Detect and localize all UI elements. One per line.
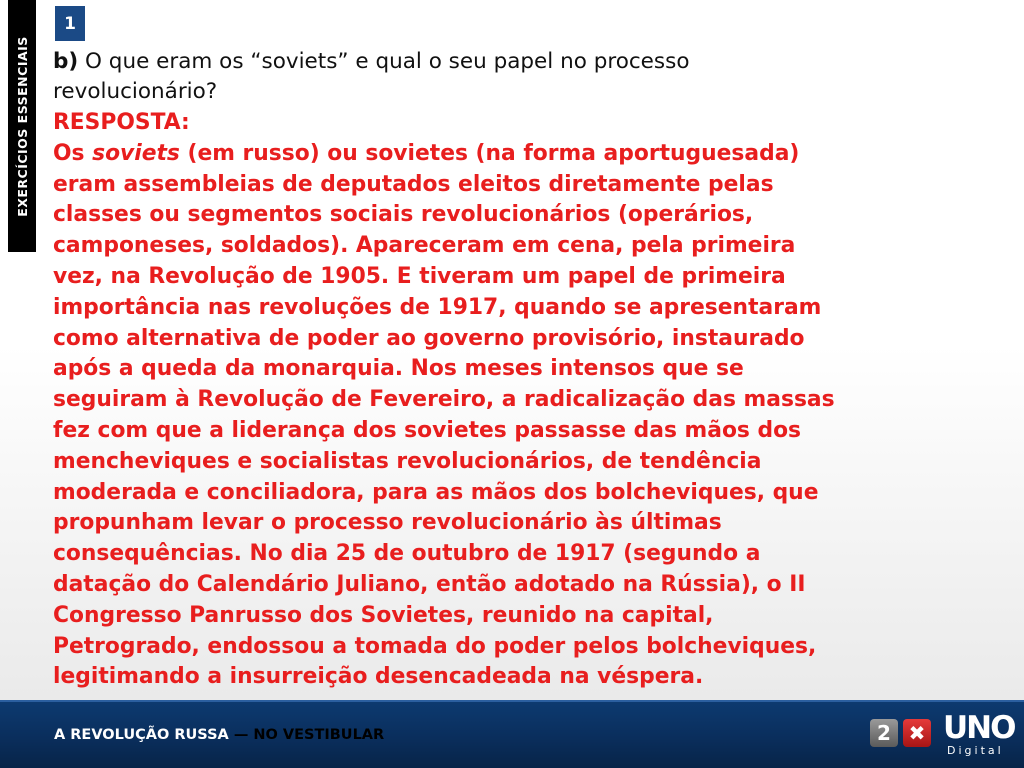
footer-title	[54, 727, 384, 743]
side-tab	[8, 0, 36, 252]
answer	[53, 108, 993, 693]
footer-dash: —	[228, 727, 254, 743]
question	[53, 47, 953, 107]
answer-line: fez com que a liderança dos sovietes passasse das mãos dos	[53, 417, 802, 443]
answer-line: propunham levar o processo revolucionário às últimas	[53, 510, 722, 536]
question-text-1: O que eram os “soviets” e qual o seu papel no processo	[78, 49, 690, 74]
answer-line: classes ou segmentos sociais revolucionários (operários,	[53, 202, 754, 228]
answer-line: como alternativa de poder ao governo provisório, instaurado	[53, 325, 805, 351]
answer-line-part: Os	[53, 140, 93, 166]
answer-line: seguiram à Revolução de Fevereiro, a radicalização das massas	[53, 387, 835, 413]
footer-title-main: A REVOLUÇÃO RUSSA	[54, 727, 229, 743]
answer-line: importância nas revoluções de 1917, quando se apresentaram	[53, 294, 822, 320]
logo-x-icon: ✖	[903, 719, 931, 747]
exercise-number-badge: 1	[55, 6, 85, 41]
answer-line: Congresso Panrusso dos Sovietes, reunido na capital,	[53, 602, 714, 628]
side-tab-label: EXERCÍCIOS ESSENCIAIS	[14, 35, 30, 217]
answer-line: Petrogrado, endossou a tomada do poder pelos bolcheviques,	[53, 633, 817, 659]
answer-line: após a queda da monarquia. Nos meses intensos que se	[53, 356, 744, 382]
uno-logo: UNO	[943, 710, 1015, 746]
answer-italic-term: soviets	[92, 140, 180, 166]
answer-line	[53, 139, 993, 170]
answer-line: mencheviques e socialistas revolucionários, de tendência	[53, 448, 762, 474]
answer-line: datação do Calendário Juliano, então adotado na Rússia), o II	[53, 571, 806, 597]
question-text-2: revolucionário?	[53, 79, 218, 104]
uno-logo-digital: Digital	[947, 744, 1004, 757]
answer-line: eram assembleias de deputados eleitos diretamente pelas	[53, 171, 774, 197]
question-prefix: b)	[53, 49, 79, 74]
footer-subtitle: NO VESTIBULAR	[253, 727, 385, 743]
footer-bar	[0, 700, 1024, 768]
answer-line-part: (em russo) ou sovietes (na forma aportuguesada)	[179, 140, 800, 166]
answer-line: legitimando a insurreição desencadeada na véspera.	[53, 664, 704, 690]
answer-line: camponeses, soldados). Apareceram em cena, pela primeira	[53, 233, 796, 259]
answer-line: consequências. No dia 25 de outubro de 1917 (segundo a	[53, 541, 761, 567]
answer-line: moderada e conciliadora, para as mãos dos bolcheviques, que	[53, 479, 819, 505]
answer-line: vez, na Revolução de 1905. E tiveram um papel de primeira	[53, 263, 786, 289]
answer-heading: RESPOSTA:	[53, 110, 190, 135]
logo-2-icon: 2	[870, 719, 898, 747]
